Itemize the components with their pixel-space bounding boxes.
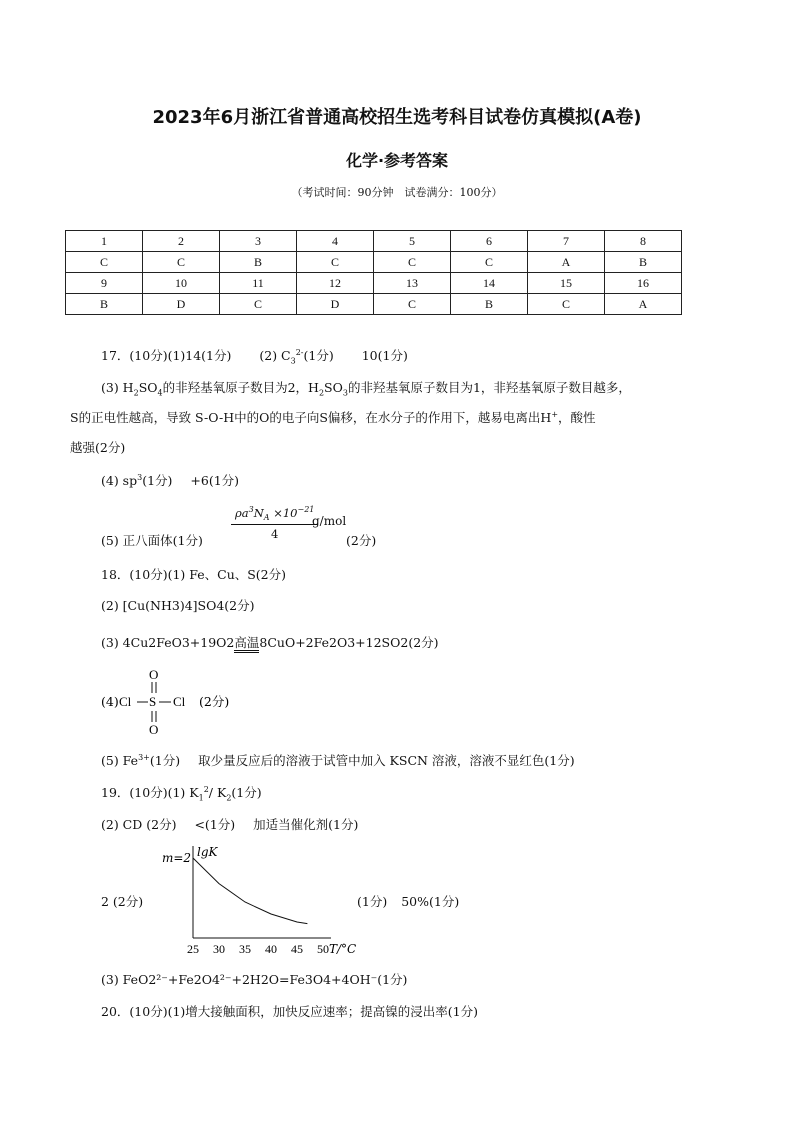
answer-cell: B <box>605 252 682 273</box>
lgk-curve <box>193 858 307 924</box>
answer-cell: 7 <box>528 231 605 252</box>
o-atom-bottom: O <box>149 722 159 737</box>
q17-line4: (4) $sp^3(1$分) +6(1分) <box>101 472 240 488</box>
answer-cell: C <box>220 294 297 315</box>
q18-line4-label: (4) <box>101 694 119 709</box>
answer-cell: 4 <box>297 231 374 252</box>
m-annotation: m=2 <box>162 851 192 865</box>
page-subtitle: 化学·参考答案 <box>345 151 449 170</box>
answer-cell: 14 <box>451 273 528 294</box>
answer-cell: B <box>451 294 528 315</box>
answer-cell: 6 <box>451 231 528 252</box>
q20-line1: 20．(10分)(1)增大接触面积，加快反应速率；提高镍的浸出率(1分) <box>101 1004 478 1019</box>
answer-cell: 1 <box>66 231 143 252</box>
page-title: 2023年6月浙江省普通高校招生选考科目试卷仿真模拟(A卷) <box>152 107 642 128</box>
answer-row <box>66 294 682 315</box>
answer-cell: 11 <box>220 273 297 294</box>
answer-cell: 13 <box>374 273 451 294</box>
o-atom-top: O <box>149 667 159 682</box>
answer-cell: C <box>451 252 528 273</box>
reaction-condition: 高温 <box>234 635 259 653</box>
answer-cell: D <box>297 294 374 315</box>
q17-part2: (2) C <box>259 348 291 363</box>
answer-row <box>66 273 682 294</box>
answer-cell: C <box>66 252 143 273</box>
answer-cell: 16 <box>605 273 682 294</box>
q17-part1: 17．(10分)(1)14(1分) <box>101 348 232 363</box>
q18-line1: 18．(10分)(1) Fe、Cu、S(2分) <box>101 567 287 582</box>
answer-cell: C <box>297 252 374 273</box>
q19-chart-left-text: 2 (2分) <box>101 894 144 909</box>
answer-cell: B <box>66 294 143 315</box>
answer-cell: 12 <box>297 273 374 294</box>
cl-atom-right: Cl <box>173 694 186 709</box>
answer-table <box>65 230 682 315</box>
q19-chart-right-text: (1分) 50%(1分) <box>357 894 460 909</box>
q17-line5: (5) 正八面体(1分) <box>101 533 203 548</box>
so2cl2-structure <box>101 666 261 742</box>
cl-atom-left: Cl <box>119 694 132 709</box>
answer-cell: C <box>528 294 605 315</box>
x-tick-label: 35 <box>239 942 251 956</box>
answer-cell: 5 <box>374 231 451 252</box>
answer-cell: A <box>605 294 682 315</box>
q17-line5-score: (2分) <box>346 533 377 548</box>
x-tick-label: 45 <box>291 942 303 956</box>
answer-row <box>66 231 682 252</box>
answer-cell: B <box>220 252 297 273</box>
x-tick-label: 25 <box>187 942 199 956</box>
x-tick-label: 40 <box>265 942 277 956</box>
q18-line5: (5) $Fe^{3+}(1$分) 取少量反应后的溶液于试管中加入 KSCN 溶液，溶液不显红色(1分) <box>101 752 575 768</box>
q19-line1: 19．(10分)(1) $K_1^2/$ $K_2(1$分) <box>101 784 262 803</box>
answer-cell: C <box>374 252 451 273</box>
q19-line3: (3) FeO2²⁻+Fe2O4²⁻+2H2O=Fe3O4+4OH⁻(1分) <box>101 972 408 987</box>
exam-note: （考试时间：90分钟 试卷满分：100分） <box>291 186 503 199</box>
q18-line4-score: (2分) <box>199 694 230 709</box>
x-tick-label: 50 <box>317 942 329 956</box>
answer-cell: 2 <box>143 231 220 252</box>
q17-line3c: 越强(2分) <box>70 440 126 455</box>
q17-line3a: (3) $H_2SO_4$的非羟基氧原子数目为2，$H_2SO_3$的非羟基氧原子数目为1，非羟基氧原子数目越多， <box>101 380 631 398</box>
answer-cell: D <box>143 294 220 315</box>
answer-cell: 8 <box>605 231 682 252</box>
answer-cell: 9 <box>66 273 143 294</box>
q17-line1: 17．(10分)(1)14(1分) (2) $C_3^{2-}(1$分) 10(1分) <box>101 347 408 366</box>
q18-line3: (3) 4Cu2FeO3+19O2高温8CuO+2Fe2O3+12SO2(2分) <box>101 633 439 651</box>
lgk-vs-temperature-chart <box>160 842 360 964</box>
q17-part2-count: 10(1分) <box>361 348 408 363</box>
q17-line3b: S的正电性越高，导致 S-O-H中的O的电子向S偏移，在水分子的作用下，越易电离出H+，酸性 <box>70 409 596 425</box>
q19-line2: (2) CD (2分) <(1分) 加适当催化剂(1分) <box>101 817 359 832</box>
answer-cell: C <box>374 294 451 315</box>
x-tick-label: 30 <box>213 942 225 956</box>
answer-row <box>66 252 682 273</box>
molar-mass-unit: g/mol <box>312 514 347 528</box>
molar-mass-fraction: $\frac{\rho a^3N_A \times 10^{-21}}{4}$ <box>231 505 318 541</box>
x-axis-label: T/°C <box>329 942 357 956</box>
answer-cell: C <box>143 252 220 273</box>
answer-cell: A <box>528 252 605 273</box>
y-axis-label: lgK <box>197 845 218 859</box>
answer-cell: 15 <box>528 273 605 294</box>
answer-cell: 10 <box>143 273 220 294</box>
answer-cell: 3 <box>220 231 297 252</box>
q18-line2: (2) [Cu(NH3)4]SO4(2分) <box>101 598 255 613</box>
s-atom: S <box>149 694 157 709</box>
